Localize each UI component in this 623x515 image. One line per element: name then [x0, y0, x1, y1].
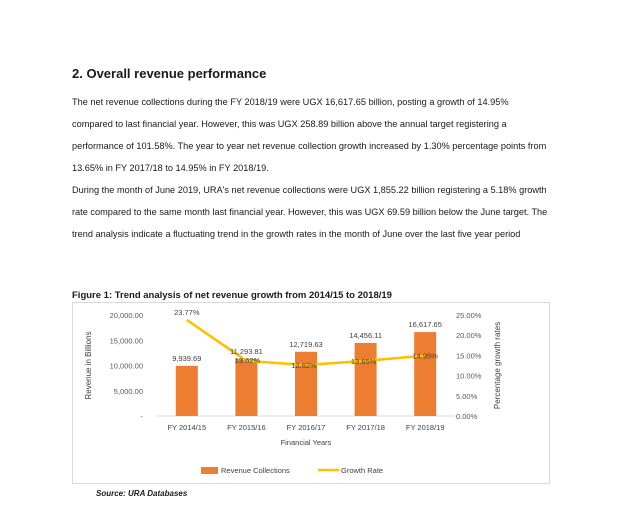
bar-data-label: 16,617.65 [408, 320, 442, 330]
y-right-tick-label: 15.00% [456, 351, 482, 361]
legend-label-growth: Growth Rate [341, 466, 384, 475]
line-data-label: 12.62% [291, 361, 317, 371]
x-axis-title: Financial Years [280, 438, 332, 447]
y-right-tick-label: 10.00% [456, 371, 482, 381]
legend-swatch-revenue [201, 467, 218, 474]
legend-label-revenue: Revenue Collections [221, 466, 290, 475]
x-tick-label: FY 2015/16 [227, 423, 266, 432]
bar-data-label: 12,719.63 [289, 339, 323, 349]
bar-revenue-collections [235, 359, 257, 416]
paragraph-june-performance: During the month of June 2019, URA's net revenue collections were UGX 1,855.22 billion registering a 5.18% growth rate compared to the same month last financial year. However, this was UGX 69.59 billion below the June target. The trend analysis indicate a fluctuating trend in the growth rates in the month of June over the last five year period [72, 185, 548, 239]
chart-canvas [73, 303, 551, 485]
y-tick-label: 10,000.00 [109, 361, 143, 371]
bar-revenue-collections [176, 366, 198, 416]
y-right-tick-label: 5.00% [456, 391, 478, 401]
y-tick-label: 15,000.00 [109, 336, 143, 346]
x-tick-label: FY 2016/17 [286, 423, 326, 432]
line-data-label: 13.62% [234, 355, 261, 365]
x-tick-label: FY 2017/18 [346, 423, 385, 432]
bar-data-label: 14,456.11 [349, 330, 383, 340]
paragraph-annual-performance: The net revenue collections during the FY 2018/19 were UGX 16,617.65 billion, posting a growth of 14.95% compared to last financial year. However, this was UGX 258.89 billion above the annual target registering a performance of 101.58%. The year to year net revenue collection growth increased by 1.30% percentage points from 13.65% in FY 2017/18 to 14.95% in FY 2018/19. [72, 97, 547, 173]
line-data-label: 13.65% [350, 356, 377, 366]
y-tick-label: - [140, 412, 143, 421]
y-right-tick-label: 25.00% [456, 311, 482, 320]
y-tick-label: 20,000.00 [109, 311, 143, 320]
x-tick-label: FY 2014/15 [167, 423, 207, 432]
figure-caption: Figure 1: Trend analysis of net revenue growth from 2014/15 to 2018/19 [72, 290, 392, 301]
y-axis-title: Revenue in Billions [84, 331, 93, 400]
y-right-tick-label: 20.00% [456, 331, 482, 341]
bar-revenue-collections [414, 332, 436, 416]
bar-data-label: 9,939.69 [172, 353, 202, 363]
line-data-label: 23.77% [174, 307, 200, 317]
bar-revenue-collections [355, 343, 377, 416]
line-data-label: 14.95% [412, 351, 438, 361]
x-tick-label: FY 2018/19 [405, 423, 445, 432]
y-right-axis-title: Percentage growth rates [493, 321, 502, 410]
y-tick-label: 5,000.00 [113, 386, 143, 396]
revenue-growth-chart [72, 302, 550, 484]
figure-source: Source: URA Databases [96, 489, 188, 498]
y-right-tick-label: 0.00% [456, 412, 478, 421]
section-heading: 2. Overall revenue performance [72, 66, 267, 81]
bar-data-label: 11,293.81 [229, 346, 263, 356]
